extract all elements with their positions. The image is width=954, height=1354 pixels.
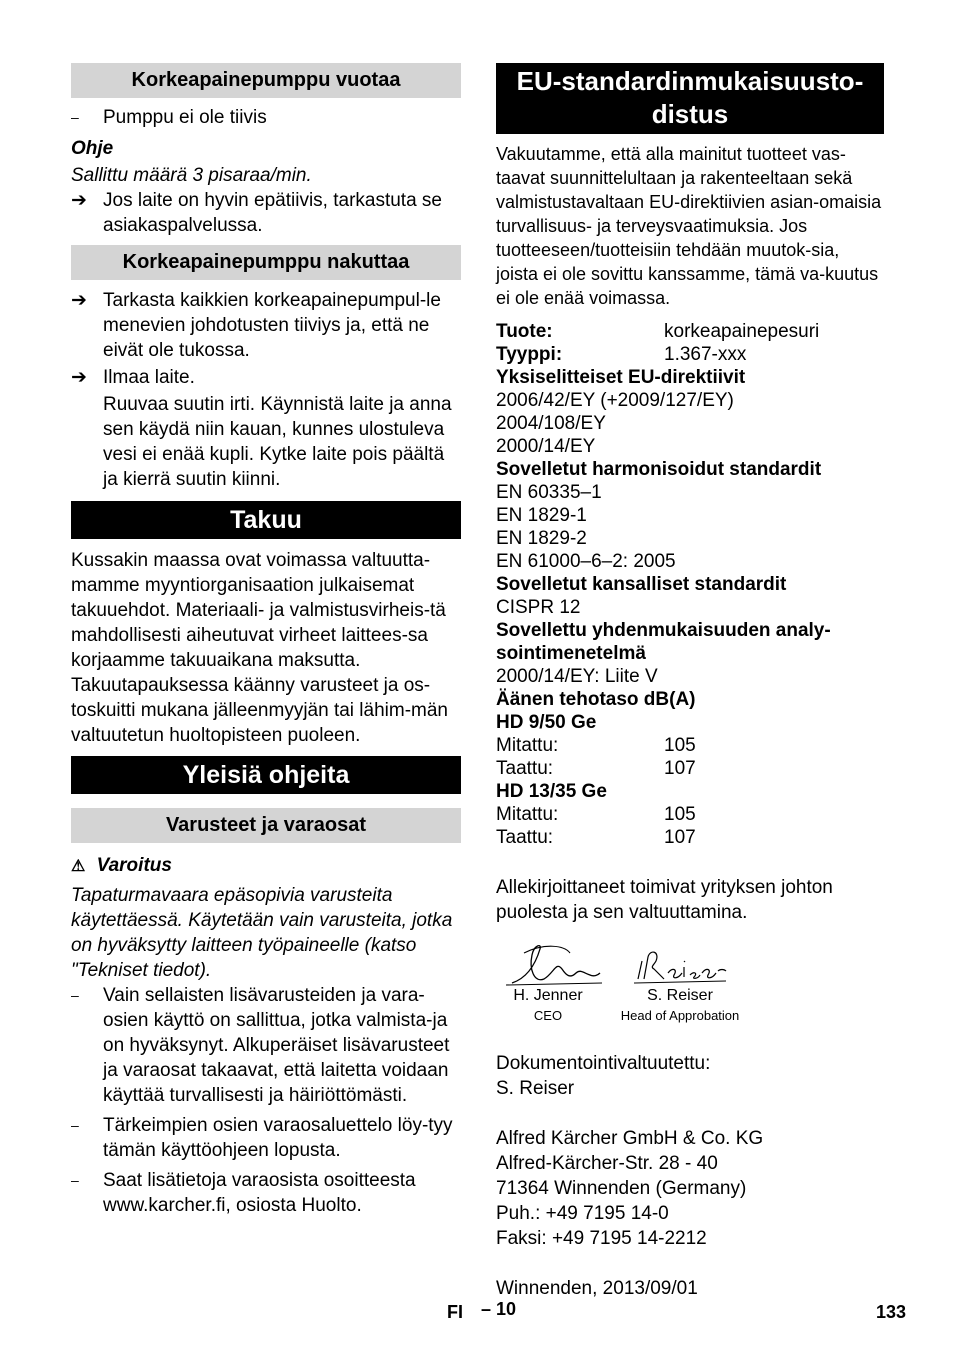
company-fax: Faksi: +49 7195 14-2212 <box>496 1228 707 1249</box>
dash-bullet: – <box>71 109 79 125</box>
measured-label: Mitattu: <box>496 735 559 756</box>
heading-declaration <box>496 63 884 134</box>
conformity-label: sointimenetelmä <box>496 643 646 664</box>
signatories-text: Allekirjoittaneet toimivat yrityksen johton puolesta ja sen valtuuttamina. <box>496 877 833 923</box>
standard-item: EN 61000–6–2: 2005 <box>496 551 676 572</box>
company-phone: Puh.: +49 7195 14-0 <box>496 1203 669 1224</box>
product-value: korkeapainepesuri <box>664 321 820 342</box>
left-column <box>71 63 461 1218</box>
signer1-role: CEO <box>533 1008 563 1023</box>
signer2-role: Head of Approbation <box>620 1008 740 1023</box>
signer2-name: S. Reiser <box>647 987 713 1004</box>
heading-general: Yleisiä ohjeita <box>71 756 461 794</box>
company-street: Alfred-Kärcher-Str. 28 - 40 <box>496 1153 718 1174</box>
action-item <box>71 365 461 390</box>
measured-value: 105 <box>664 804 696 825</box>
guaranteed-value: 107 <box>664 758 696 779</box>
company-city: 71364 Winnenden (Germany) <box>496 1178 747 1199</box>
list-item <box>71 983 461 1108</box>
guaranteed-label: Taattu: <box>496 827 554 848</box>
list-item <box>71 105 461 130</box>
signature-block <box>496 939 884 1039</box>
directive-item: 2006/42/EY (+2009/127/EY) <box>496 390 734 411</box>
heading-takuu: Takuu <box>71 501 461 539</box>
warning-heading <box>71 853 461 879</box>
declaration-intro: Vakuutamme, että alla mainitut tuotteet vas-taavat suunnittelultaan ja rakenteeltaan sekä valmistustavaltaan EU-direktiivien asian-omaisia turvallisuus- ja terveysvaatimuksia. Jos tuotteeseen/tuotteisiin tehdään muutok-sia, joista ei ole sovittu kanssamme, tämä va-kuutus ei ole enää voimassa. <box>496 144 882 308</box>
directive-item: 2004/108/EY <box>496 413 606 434</box>
guaranteed-label: Taattu: <box>496 758 554 779</box>
standard-item: EN 1829-1 <box>496 505 587 526</box>
list-item-text: Saat lisätietoja varaosista osoitteesta www.karcher.fi, osiosta Huolto. <box>103 1170 416 1216</box>
model-name: HD 13/35 Ge <box>496 781 607 802</box>
list-item-text: Tärkeimpien osien varaosaluettelo löy-tyy tämän käyttöohjeen lopusta. <box>103 1115 453 1161</box>
list-item <box>71 1113 461 1163</box>
signature-reiser <box>634 943 730 987</box>
arrow-right-icon: ➔ <box>71 190 87 211</box>
heading-line: EU-standardinmukaisuusto- <box>516 66 864 96</box>
place-date: Winnenden, 2013/09/01 <box>496 1278 698 1299</box>
guaranteed-row <box>496 826 884 849</box>
documentation-name: S. Reiser <box>496 1078 575 1099</box>
list-item <box>71 1168 461 1218</box>
guaranteed-value: 107 <box>664 827 696 848</box>
conformity-value: 2000/14/EY: Liite V <box>496 666 658 687</box>
documentation-label: Dokumentointivaltuutettu: <box>496 1053 711 1074</box>
declaration-data <box>496 320 884 849</box>
warranty-text: Kussakin maassa ovat voimassa valtuutta-mamme myyntiorganisaation julkaisemat takuuehdot. Materiaali- ja valmistusvirheis-tä mahdollisesti aiheutuvat virheet laittees-sa korjaamme takuuaikana maksutta. Takuutapauksessa käänny varusteet ja os-toskuitti mukana jälleenmyyjän tai lähim-män valtuutetun huoltopisteen puoleen. <box>71 550 448 746</box>
action-item <box>71 188 461 238</box>
action-item <box>71 288 461 363</box>
standard-item: EN 1829-2 <box>496 528 587 549</box>
action-text: Tarkasta kaikkien korkeapainepumpul-le menevien johdotusten tiiviys ja, että ne eivät ole tukossa. <box>103 290 441 361</box>
measured-row <box>496 734 884 757</box>
product-row <box>496 320 884 343</box>
section-heading-leak: Korkeapainepumppu vuotaa <box>71 63 461 98</box>
guaranteed-row <box>496 757 884 780</box>
type-value: 1.367-xxx <box>664 344 747 365</box>
measured-value: 105 <box>664 735 696 756</box>
signature-jenner <box>504 939 604 991</box>
list-item-text: Pumppu ei ole tiivis <box>103 107 267 128</box>
directives-label: Yksiselitteiset EU-direktiivit <box>496 367 746 388</box>
action-detail <box>71 392 461 492</box>
signer1-name: H. Jenner <box>513 987 583 1004</box>
standard-item: CISPR 12 <box>496 597 581 618</box>
arrow-right-icon: ➔ <box>71 290 87 311</box>
directive-item: 2000/14/EY <box>496 436 596 457</box>
arrow-right-icon: ➔ <box>71 367 87 388</box>
national-label: Sovelletut kansalliset standardit <box>496 574 787 595</box>
dash-bullet: – <box>71 1172 79 1188</box>
measured-label: Mitattu: <box>496 804 559 825</box>
sound-label: Äänen tehotaso dB(A) <box>496 689 696 710</box>
heading-line: distus <box>651 99 729 129</box>
note-label: Ohje <box>71 138 114 159</box>
action-text: Ilmaa laite. <box>103 367 195 388</box>
model-name: HD 9/50 Ge <box>496 712 597 733</box>
footer-local-page: – 10 <box>481 1299 517 1319</box>
standard-item: EN 60335–1 <box>496 482 602 503</box>
page-number: 133 <box>876 1302 907 1322</box>
dash-bullet: – <box>71 1117 79 1133</box>
list-item-text: Vain sellaisten lisävarusteiden ja vara-osien käyttö on sallittua, jotka valmista-ja on hyväksynyt. Alkuperäiset lisävarusteet ja varaosat takaavat, että laitetta voidaan käyttää turvallisesti ja häiriöttömästi. <box>103 985 450 1106</box>
measured-row <box>496 803 884 826</box>
warning-label: Varoitus <box>96 855 172 876</box>
harmonised-label: Sovelletut harmonisoidut standardit <box>496 459 822 480</box>
type-label: Tyyppi: <box>496 344 563 365</box>
action-text: Jos laite on hyvin epätiivis, tarkastuta se asiakaspalvelussa. <box>103 190 443 236</box>
warning-triangle-icon: ⚠ <box>71 858 86 875</box>
warning-text: Tapaturmavaara epäsopivia varusteita käytettäessä. Käytetään vain varusteita, jotka on hyväksytty laitteen työpaineelle (katso "Tekniset tiedot). <box>71 885 453 981</box>
footer-lang: FI <box>447 1302 463 1322</box>
section-heading-accessories: Varusteet ja varaosat <box>71 808 461 843</box>
product-label: Tuote: <box>496 321 553 342</box>
dash-bullet: – <box>71 987 79 1003</box>
company-name: Alfred Kärcher GmbH & Co. KG <box>496 1128 764 1149</box>
right-column <box>496 63 884 1301</box>
note-text: Sallittu määrä 3 pisaraa/min. <box>71 165 312 186</box>
section-heading-knock: Korkeapainepumppu nakuttaa <box>71 245 461 280</box>
type-row <box>496 343 884 366</box>
conformity-label: Sovellettu yhdenmukaisuuden analy- <box>496 620 831 641</box>
action-detail-text: Ruuvaa suutin irti. Käynnistä laite ja anna sen käydä niin kauan, kunnes ulostuleva vesi ei enää kupli. Kytke laite pois päältä ja kierrä suutin kiinni. <box>103 394 452 490</box>
